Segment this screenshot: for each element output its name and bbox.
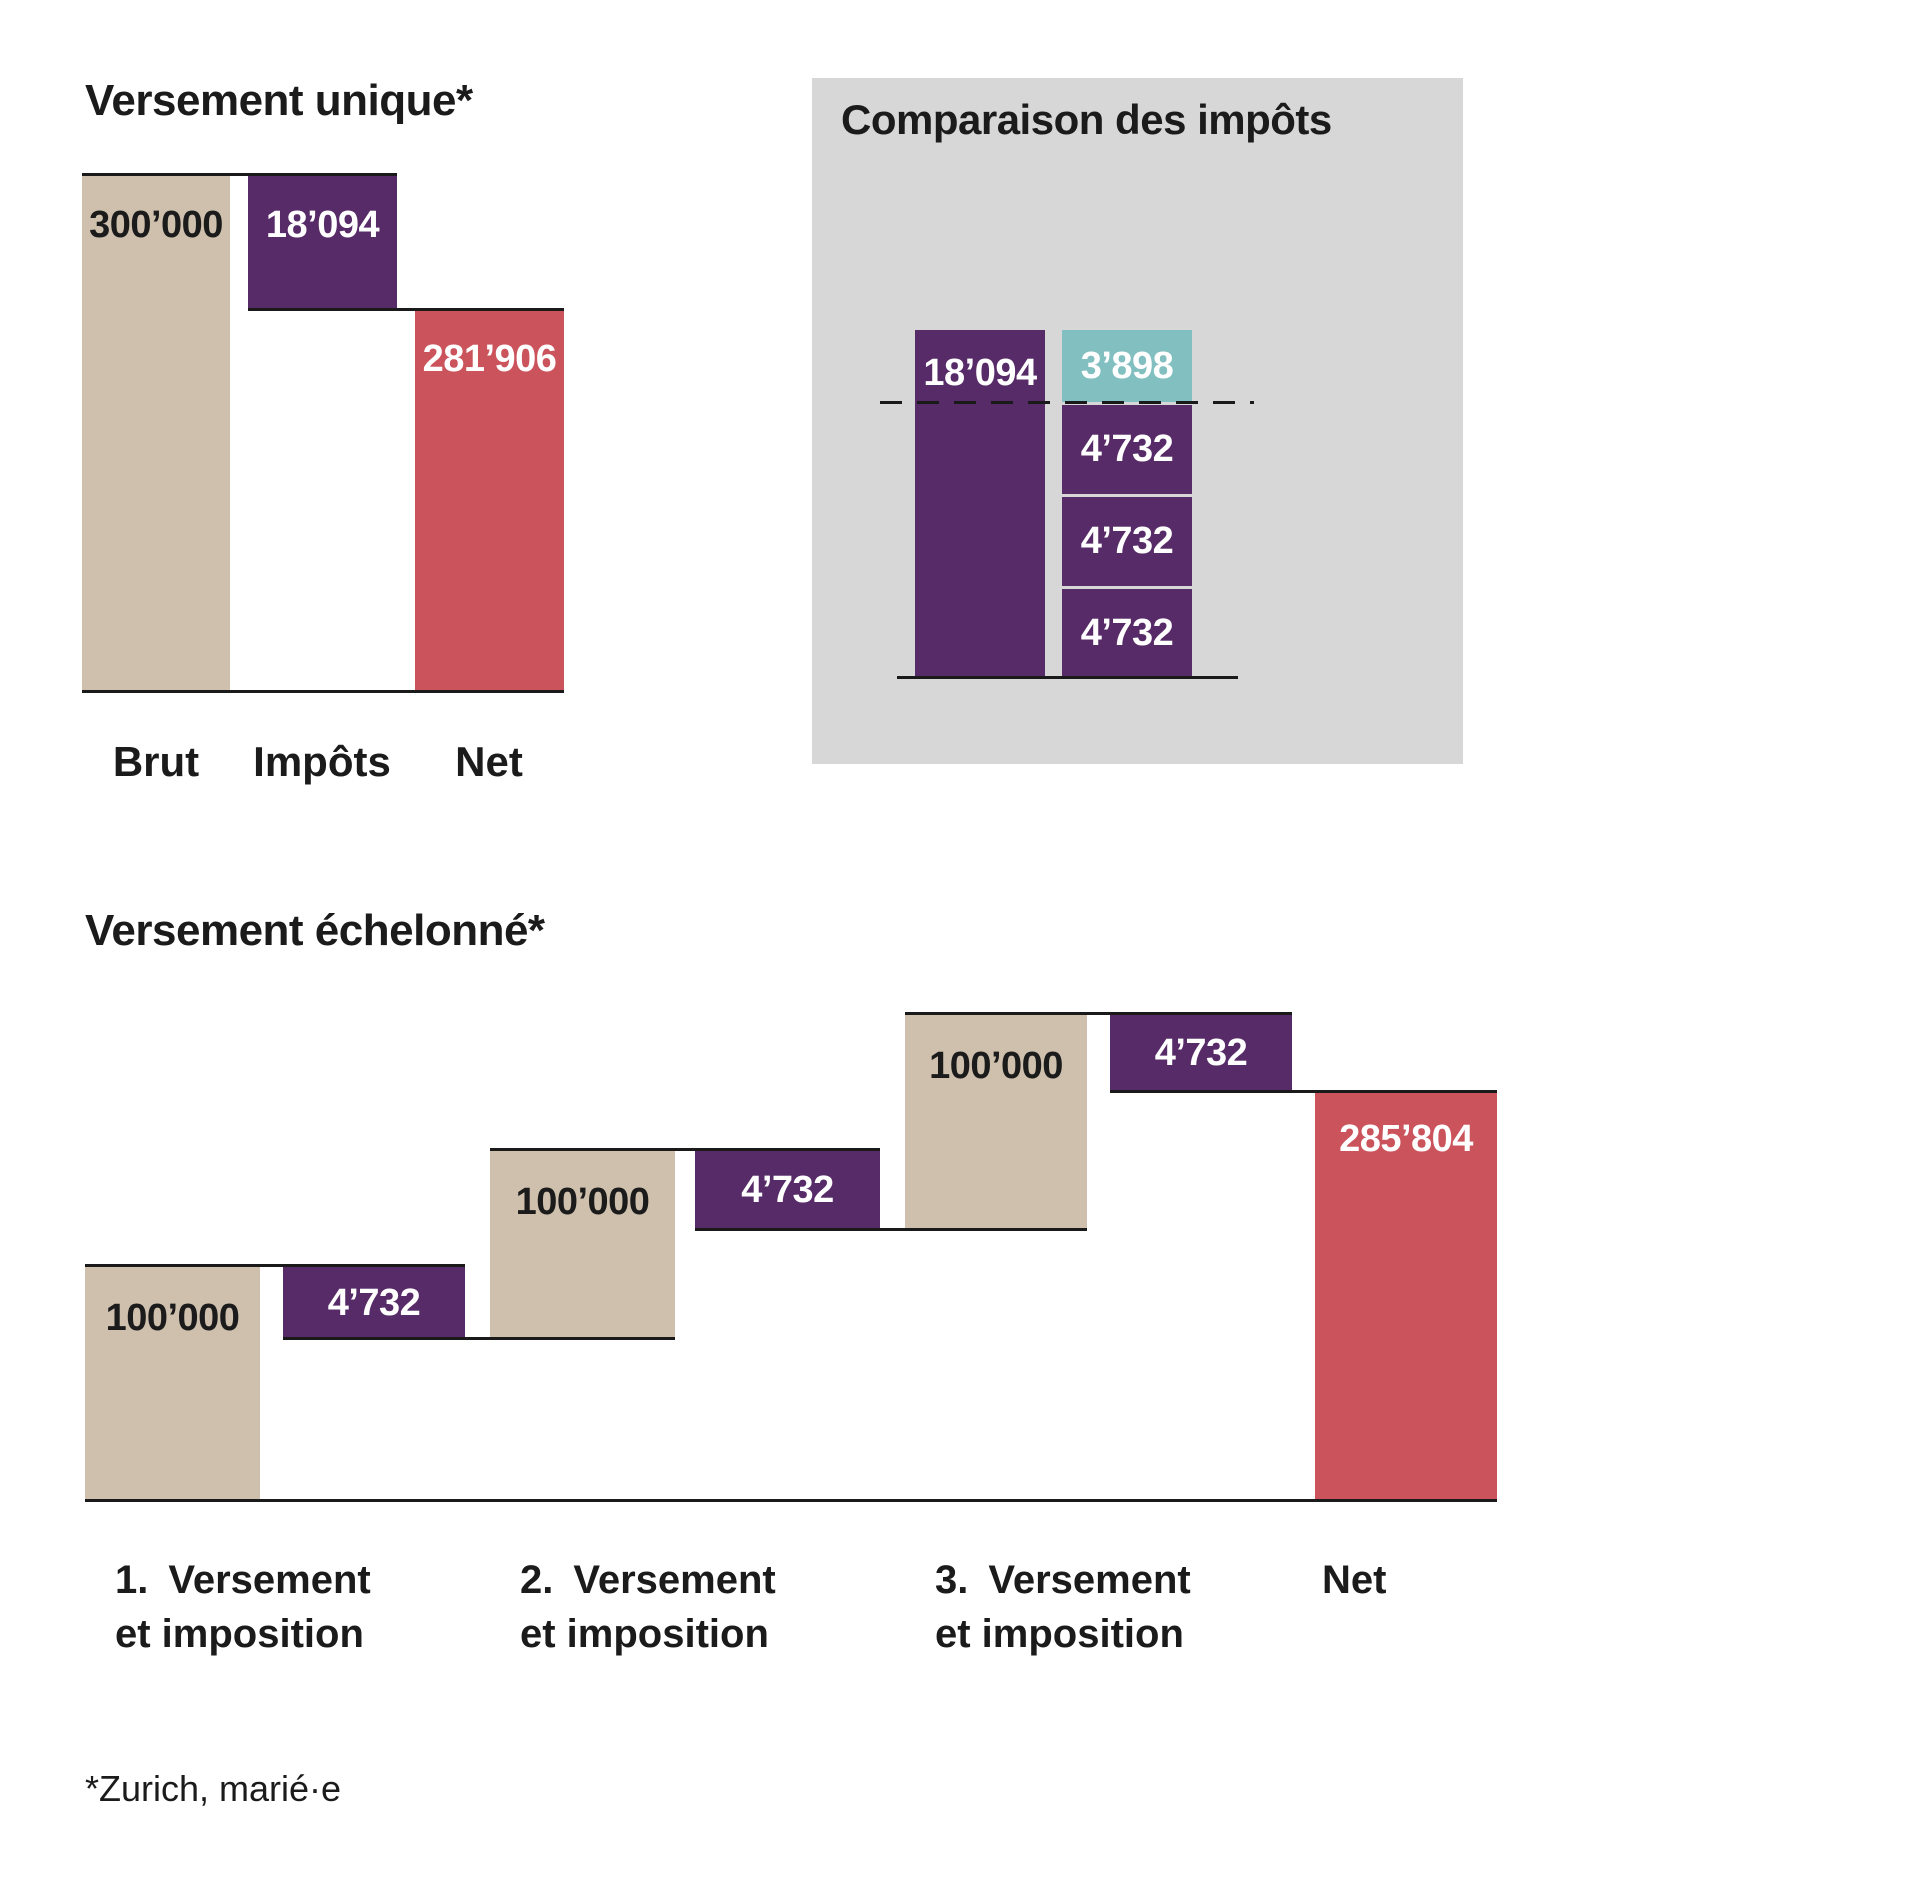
bar-staggered-tax-1: [1062, 405, 1192, 494]
level1-line: [283, 1337, 675, 1340]
comparison-title: Comparaison des impôts: [841, 96, 1332, 143]
level3-line: [1110, 1090, 1497, 1093]
step2-label-line2: et imposition: [520, 1612, 769, 1656]
bar-net-unique: [415, 310, 564, 692]
step1-label: [115, 1553, 371, 1661]
bar-brut: [82, 176, 230, 692]
bar-tax-3-value: 4’732: [1154, 1032, 1248, 1074]
bar-tax-1-value: 4’732: [327, 1281, 421, 1324]
bar-payment-2-value: 100’000: [515, 1181, 650, 1223]
bar-staggered-tax-3: [1062, 589, 1192, 678]
level2-line: [695, 1228, 1087, 1231]
bar-staggered-tax-2: [1062, 497, 1192, 586]
step3-label-line2: et imposition: [935, 1612, 1184, 1656]
bar-payment-3-value: 100’000: [929, 1045, 1063, 1087]
bar-tax-3: [1110, 1015, 1292, 1092]
single-chart-title: Versement unique*: [85, 76, 473, 125]
net-label: Net: [1322, 1558, 1387, 1602]
step2-label: [520, 1553, 776, 1661]
single-chart-top-line: [82, 173, 397, 176]
staggered-baseline: [85, 1499, 1497, 1502]
step2-top-line: [490, 1148, 880, 1151]
bar-staggered-tax-1-value: 4’732: [1080, 428, 1174, 470]
comparison-dashed-reference-line: [880, 401, 1254, 404]
bar-single-tax: [915, 330, 1045, 678]
bar-tax-2: [695, 1151, 880, 1230]
bar-net-staggered-value: 285’804: [1339, 1118, 1473, 1160]
step3-top-line: [905, 1012, 1292, 1015]
step1-label-line2: et imposition: [115, 1612, 364, 1656]
bar-net-unique-value: 281’906: [422, 338, 557, 380]
footnote: *Zurich, marié·e: [85, 1768, 342, 1809]
bar-tax-1: [283, 1267, 465, 1339]
axis-label-impots: Impôts: [253, 738, 391, 785]
bar-staggered-tax-3-value: 4’732: [1080, 612, 1174, 654]
bar-extra-tax: [1062, 330, 1192, 402]
bar-impots: [248, 176, 397, 310]
bar-single-tax-value: 18’094: [923, 352, 1037, 394]
bar-payment-1: [85, 1267, 260, 1501]
staggered-chart-title: Versement échelonné*: [85, 906, 545, 955]
single-chart-baseline: [82, 690, 564, 693]
bar-payment-2: [490, 1151, 675, 1339]
bar-payment-3: [905, 1015, 1087, 1230]
comparison-baseline: [897, 676, 1238, 679]
single-chart-mid-line: [248, 308, 564, 311]
axis-label-net: Net: [455, 738, 523, 785]
bar-staggered-tax-2-value: 4’732: [1080, 520, 1174, 562]
bar-impots-value: 18’094: [265, 204, 380, 246]
step3-label-line1: 3. Versement: [935, 1558, 1191, 1602]
axis-label-brut: Brut: [112, 738, 200, 785]
bar-net-staggered: [1315, 1092, 1497, 1501]
step2-label-line1: 2. Versement: [520, 1558, 776, 1602]
step3-label: [935, 1553, 1191, 1661]
bar-payment-1-value: 100’000: [105, 1297, 240, 1339]
bar-extra-tax-value: 3’898: [1080, 344, 1174, 387]
bar-tax-2-value: 4’732: [741, 1169, 834, 1211]
bar-brut-value: 300’000: [89, 204, 223, 246]
step1-label-line1: 1. Versement: [115, 1558, 371, 1602]
step1-top-line: [85, 1264, 465, 1267]
